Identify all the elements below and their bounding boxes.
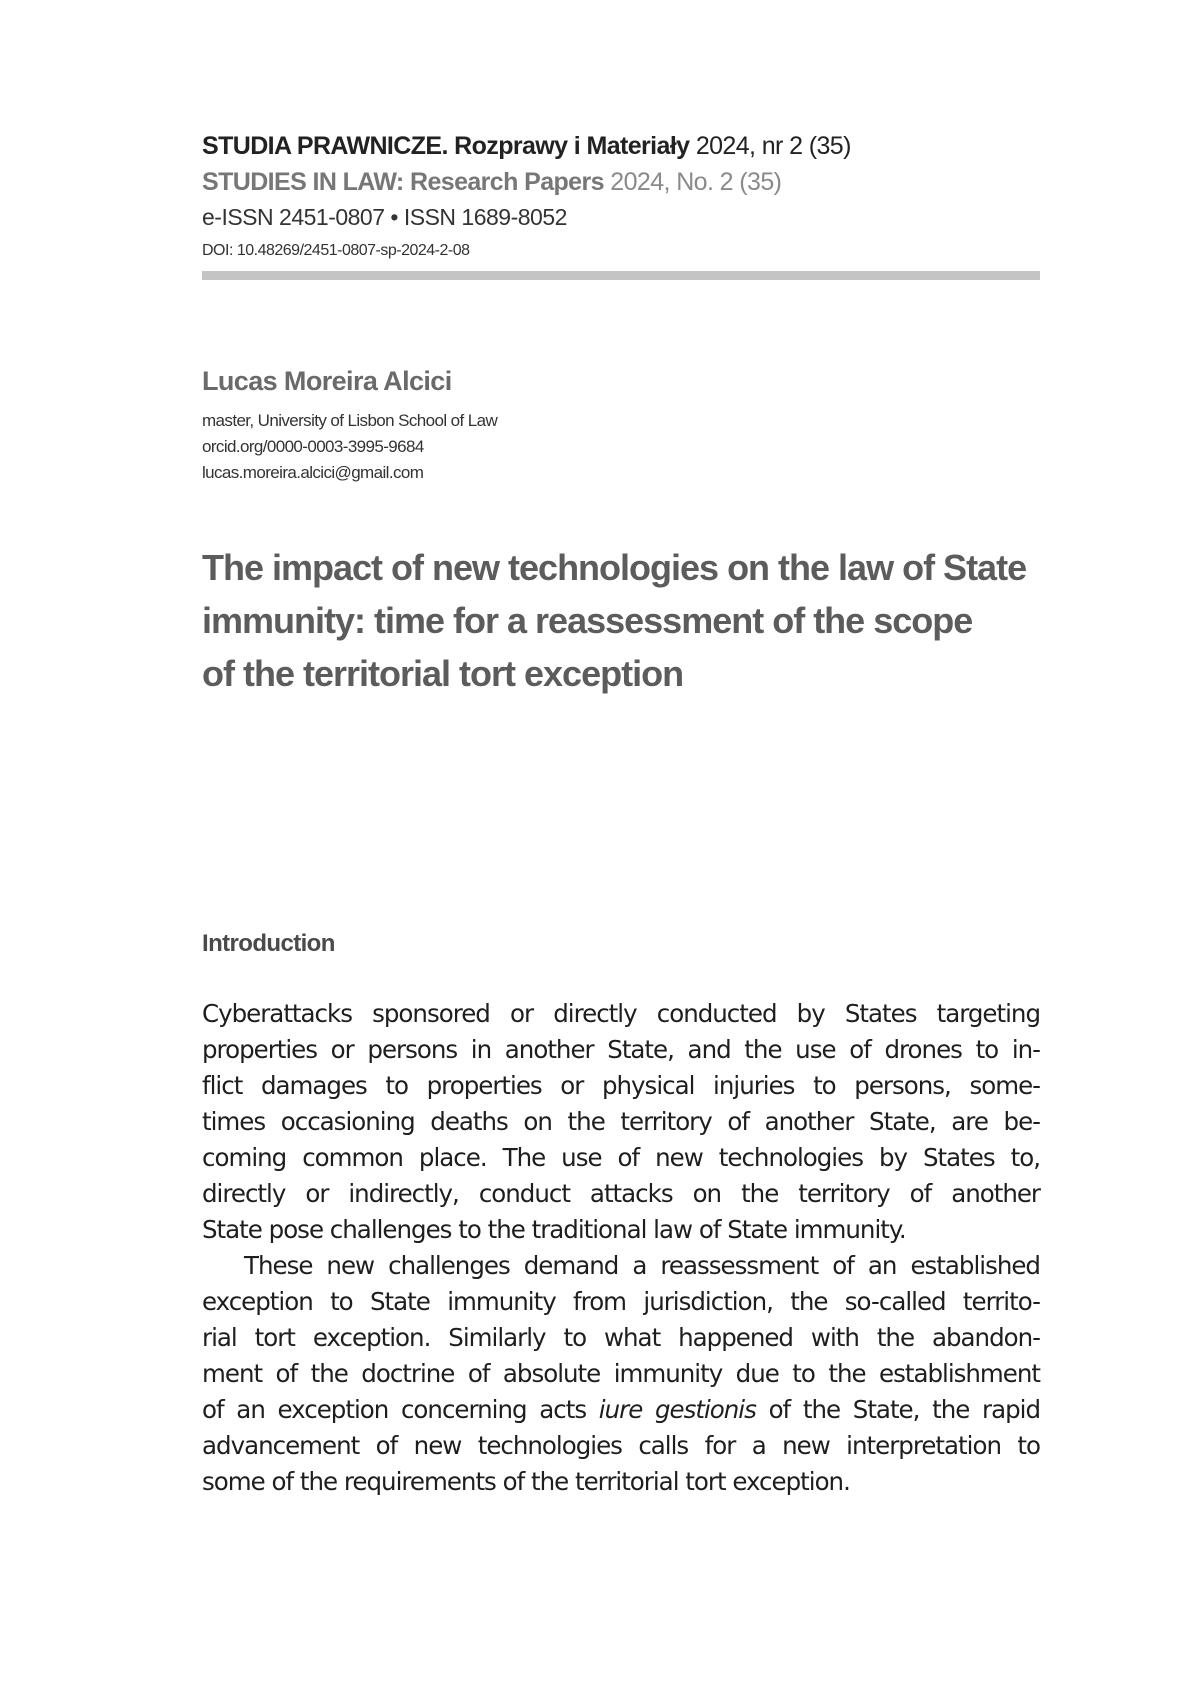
author-email[interactable]: lucas.moreira.alcici@gmail.com	[202, 463, 424, 482]
author-block	[202, 362, 1040, 486]
text-fragment: of the State, the rapid	[755, 1395, 1040, 1424]
journal-name-polish: STUDIA PRAWNICZE. Rozprawy i Materiały	[202, 132, 690, 160]
article-title	[202, 541, 1040, 700]
journal-line-english	[202, 164, 1040, 200]
author-name: Lucas Moreira Alcici	[202, 366, 452, 396]
italic-term: iure gestionis	[598, 1395, 756, 1424]
journal-line-polish	[202, 128, 1040, 164]
text-line: ment of the doctrine of absolute immunity due to the establishment	[202, 1359, 1040, 1388]
text-line: These new challenges demand a reassessment of an established	[244, 1251, 1040, 1280]
header-divider	[202, 271, 1040, 280]
text-line: State pose challenges to the traditional law of State immunity.	[202, 1215, 906, 1244]
journal-name-english: STUDIES IN LAW: Research Papers	[202, 168, 604, 196]
text-line: advancement of new technologies calls for a new interpretation to	[202, 1431, 1040, 1460]
text-line: Cyberattacks sponsored or directly conducted by States targeting	[202, 999, 1040, 1028]
title-line: immunity: time for a reassessment of the scope	[202, 600, 973, 641]
section-heading-introduction: Introduction	[202, 930, 335, 957]
text-line: flict damages to properties or physical injuries to persons, some-	[202, 1071, 1040, 1100]
text-line: directly or indirectly, conduct attacks on the territory of another	[202, 1179, 1040, 1208]
text-line: properties or persons in another State, and the use of drones to in-	[202, 1035, 1040, 1064]
text-fragment: of an exception concerning acts	[202, 1395, 599, 1424]
text-line	[202, 1392, 1040, 1428]
text-line: exception to State immunity from jurisdiction, the so-called territo-	[202, 1287, 1040, 1316]
text-line: coming common place. The use of new technologies by States to,	[202, 1143, 1040, 1172]
issn-line: e-ISSN 2451-0807 • ISSN 1689-8052	[202, 204, 567, 230]
issue-polish: 2024, nr 2 (35)	[695, 132, 851, 160]
title-line: The impact of new technologies on the law of State	[202, 547, 1027, 588]
issue-english: 2024, No. 2 (35)	[610, 168, 782, 196]
doi-line[interactable]: DOI: 10.48269/2451-0807-sp-2024-2-08	[202, 242, 470, 259]
introduction-body	[202, 996, 1040, 1500]
text-line: times occasioning deaths on the territory of another State, are be-	[202, 1107, 1040, 1136]
journal-header	[202, 128, 1040, 266]
author-orcid[interactable]: orcid.org/0000-0003-3995-9684	[202, 437, 424, 456]
title-line: of the territorial tort exception	[202, 653, 684, 694]
author-affiliation: master, University of Lisbon School of Law	[202, 411, 498, 430]
text-line: rial tort exception. Similarly to what happened with the abandon-	[202, 1323, 1040, 1352]
text-line: some of the requirements of the territorial tort exception.	[202, 1467, 850, 1496]
